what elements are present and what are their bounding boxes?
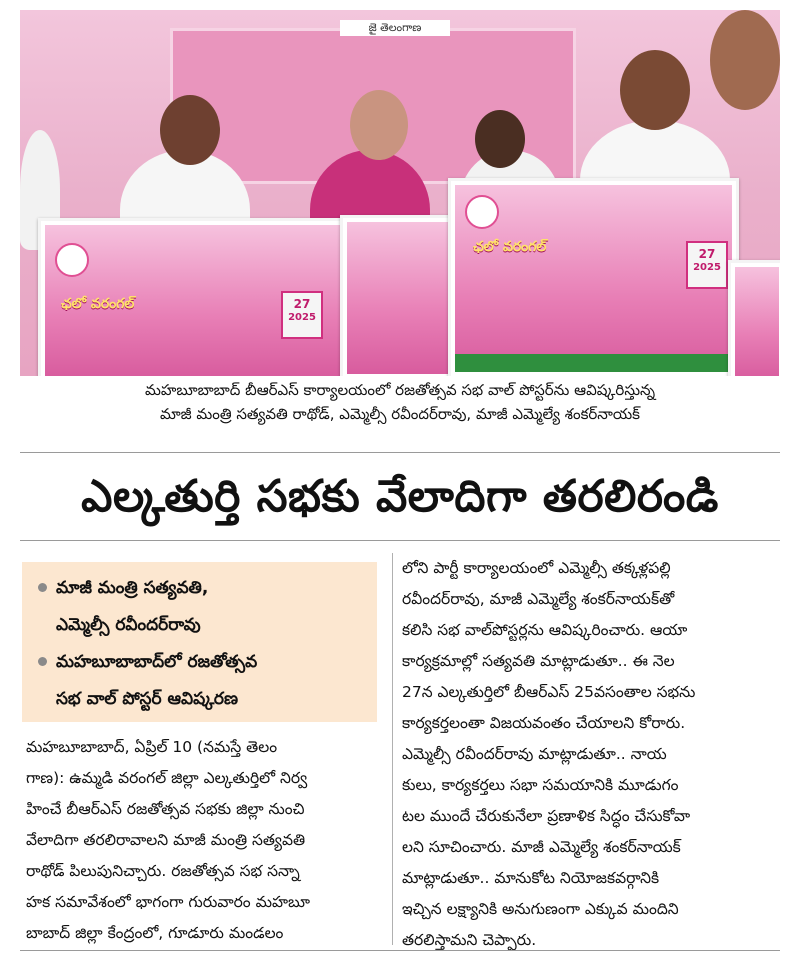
poster-headline: ఛలో వరంగల్ (61, 296, 135, 312)
poster-footer-strip (455, 354, 732, 372)
caption-line: మహబూబాబాద్ బీఆర్ఎస్ కార్యాలయంలో రజతోత్సవ సభ వాల్ పోస్టర్‌ను ఆవిష్కరిస్తున్న (144, 381, 656, 399)
body-line: ఇచ్చిన లక్ష్యానికి అనుగుణంగా ఎక్కువ మందిని (402, 900, 679, 918)
body-line: తరలిస్తామని చెప్పారు. (402, 931, 537, 949)
poster-date-year: 2025 (693, 262, 721, 273)
divider (20, 452, 780, 453)
photo-caption (20, 378, 780, 426)
body-line: లని సూచించారు. మాజీ ఎమ్మెల్యే శంకర్‌నాయక్ (402, 838, 681, 856)
wall-poster (38, 218, 349, 376)
highlight-item (36, 644, 369, 718)
body-line: బాబాద్ జిల్లా కేంద్రంలో, గూడూరు మండలం (26, 924, 284, 942)
article-body-left (26, 732, 386, 949)
body-line: లోని పార్టీ కార్యాలయంలో ఎమ్మెల్సీ తక్కళ్లపల్లి (402, 559, 671, 577)
body-line: కార్యక్రమాల్లో సత్యవతి మాట్లాడుతూ.. ఈ నెల (402, 652, 675, 670)
body-line: మహబూబాబాద్, ఏప్రిల్ 10 (నమస్తే తెలం (26, 738, 278, 756)
highlight-line: మాజీ మంత్రి సత్యవతి, (56, 578, 209, 598)
poster-date (281, 291, 323, 339)
news-photo (20, 10, 780, 376)
poster-graphic (347, 222, 459, 374)
person-head (620, 50, 690, 130)
party-logo (55, 243, 89, 277)
poster-date (686, 241, 728, 289)
article-headline: ఎల్కతుర్తి సభకు వేలాదిగా తరలిరండి (81, 471, 719, 522)
wall-poster (728, 260, 780, 376)
person-head (710, 10, 780, 110)
body-line: టల ముందే చేరుకునేలా ప్రణాళిక సిద్ధం చేసుకోవా (402, 807, 691, 825)
poster-date-day: 27 (293, 297, 311, 311)
body-line: ఎమ్మెల్సీ రవీందర్‌రావు మాట్లాడుతూ.. నాయ (402, 745, 667, 763)
body-line: హించే బీఆర్ఎస్ రజతోత్సవ సభకు జిల్లా నుంచి (26, 800, 305, 818)
body-line: గాణ): ఉమ్మడి వరంగల్ జిల్లా ఎల్కతుర్తిలో నిర్వ (26, 769, 308, 787)
poster-date-day: 27 (698, 247, 716, 261)
poster-graphic (735, 267, 779, 376)
divider (20, 540, 780, 541)
caption-line: మాజీ మంత్రి సత్యవతి రాథోడ్, ఎమ్మెల్సీ రవీందర్‌రావు, మాజీ ఎమ్మెల్యే శంకర్‌నాయక్ (159, 405, 640, 423)
body-line: మాట్లాడుతూ.. మానుకోట నియోజకవర్గానికి (402, 869, 660, 887)
highlight-line: సభ వాల్ పోస్టర్ ఆవిష్కరణ (56, 689, 238, 709)
person-head (160, 95, 220, 165)
body-line: కులు, కార్యకర్తలు సభా సమయానికి మూడుగం (402, 776, 679, 794)
body-line: రాథోడ్ పిలుపునిచ్చారు. రజతోత్సవ సభ సన్నా (26, 862, 300, 880)
highlights-box (22, 562, 377, 722)
poster-headline: ఛలో వరంగల్ (473, 239, 547, 255)
body-line: వేలాదిగా తరలిరావాలని మాజీ మంత్రి సత్యవతి (26, 831, 306, 849)
bullet-icon (38, 583, 47, 592)
person-head (350, 90, 408, 160)
poster-date-year: 2025 (288, 312, 316, 323)
body-line: కార్యకర్తలంతా విజయవంతం చేయాలని కోరారు. (402, 714, 686, 732)
body-line: హక సమావేశంలో భాగంగా గురువారం మహబూ (26, 893, 310, 911)
divider (20, 950, 780, 951)
wall-poster (448, 178, 739, 376)
person-head (475, 110, 525, 168)
body-line: 27న ఎల్కతుర్తిలో బీఆర్ఎస్ 25వసంతాల సభను (402, 683, 696, 701)
bullet-icon (38, 657, 47, 666)
highlight-line: మహబూబాబాద్‌లో రజతోత్సవ (56, 652, 258, 672)
highlight-item (36, 570, 369, 644)
highlight-line: ఎమ్మెల్సీ రవీందర్‌రావు (56, 615, 201, 635)
body-line: రవీందర్‌రావు, మాజీ ఎమ్మెల్యే శంకర్‌నాయక్‌తో (402, 590, 675, 608)
column-divider (392, 553, 393, 945)
party-logo (465, 195, 499, 229)
banner-label: జై తెలంగాణ (340, 20, 450, 36)
article-body-right (402, 553, 777, 956)
body-line: కలిసి సభ వాల్‌పోస్టర్లను ఆవిష్కరించారు. ఆయా (402, 621, 688, 639)
